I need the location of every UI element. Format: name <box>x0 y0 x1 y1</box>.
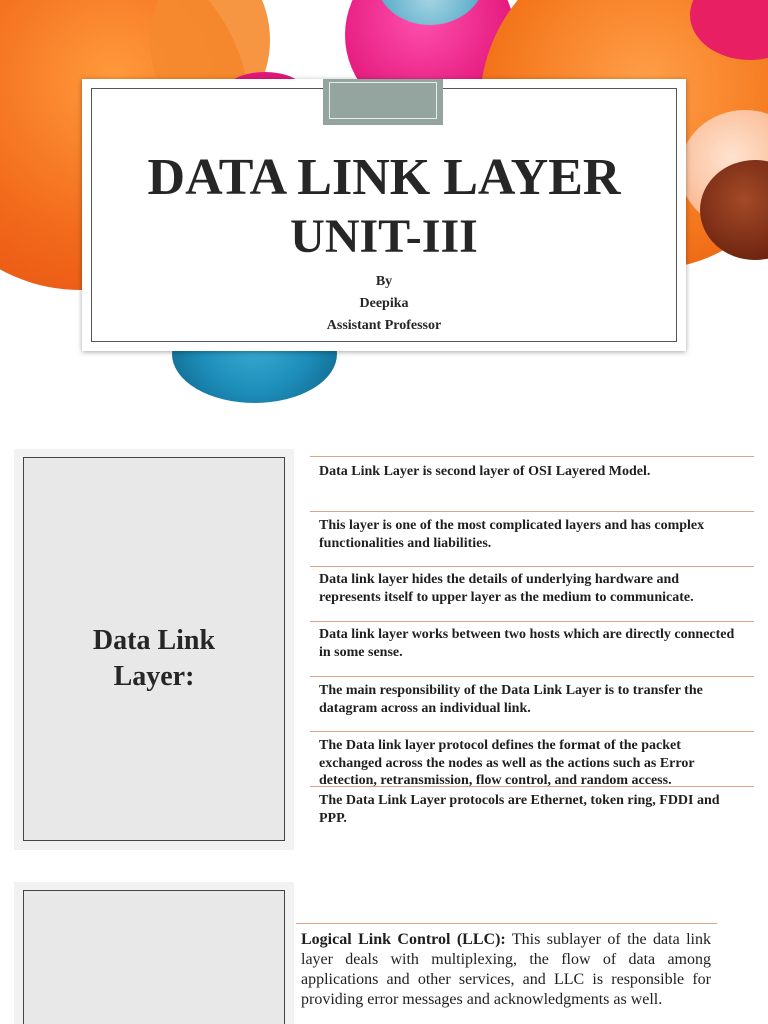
bullet-divider <box>310 786 754 787</box>
bullet-point-5: The main responsibility of the Data Link Layer is to transfer the datagram across an individual link. <box>319 683 703 716</box>
llc-description: This sublayer of the data link layer deals with multiplexing, the flow of data among applications and other services, and LLC is responsible for providing error messages and acknowledgments as well. <box>301 931 712 1008</box>
llc-term: Logical Link Control (LLC): <box>301 931 506 948</box>
llc-paragraph <box>301 930 711 1010</box>
title-card-tab-border <box>329 82 437 119</box>
bullet-point-3: Data link layer hides the details of underlying hardware and represents itself to upper layer as the medium to communicate. <box>319 572 694 605</box>
llc-slide <box>0 880 768 1024</box>
bullet-point-1: Data Link Layer is second layer of OSI Layered Model. <box>319 464 651 479</box>
overview-slide <box>0 446 768 852</box>
bullet-divider <box>310 566 754 567</box>
bullet-point-4: Data link layer works between two hosts which are directly connected in some sense. <box>319 627 735 660</box>
llc-heading-panel <box>14 882 294 1024</box>
panel-heading-text: Data Link Layer: <box>92 625 216 692</box>
heading-panel-frame <box>23 457 285 841</box>
bullet-divider <box>310 676 754 677</box>
author-designation: Assistant Professor <box>326 318 442 333</box>
bullet-divider <box>310 511 754 512</box>
llc-divider <box>296 923 717 924</box>
title-card-tab <box>323 79 443 125</box>
slide-subtitle: UNIT-III <box>290 210 478 263</box>
heading-panel <box>14 449 294 850</box>
bullet-point-6: The Data link layer protocol defines the format of the packet exchanged across the nodes as well as the actions such as Error detection, retransmission, flow control, and random access. <box>319 738 695 788</box>
llc-heading-panel-frame <box>23 890 285 1024</box>
panel-heading <box>24 623 284 695</box>
bullet-point-7: The Data Link Layer protocols are Ethernet, token ring, FDDI and PPP. <box>319 793 720 826</box>
by-label: By <box>375 274 393 289</box>
bullet-divider <box>310 731 754 732</box>
bullet-divider <box>310 456 754 457</box>
slide-title: DATA LINK LAYER <box>147 149 621 206</box>
title-slide <box>0 0 768 410</box>
bullet-point-2: This layer is one of the most complicated layers and has complex functionalities and liabilities. <box>319 518 705 551</box>
author-name: Deepika <box>359 296 409 311</box>
bullet-divider <box>310 621 754 622</box>
